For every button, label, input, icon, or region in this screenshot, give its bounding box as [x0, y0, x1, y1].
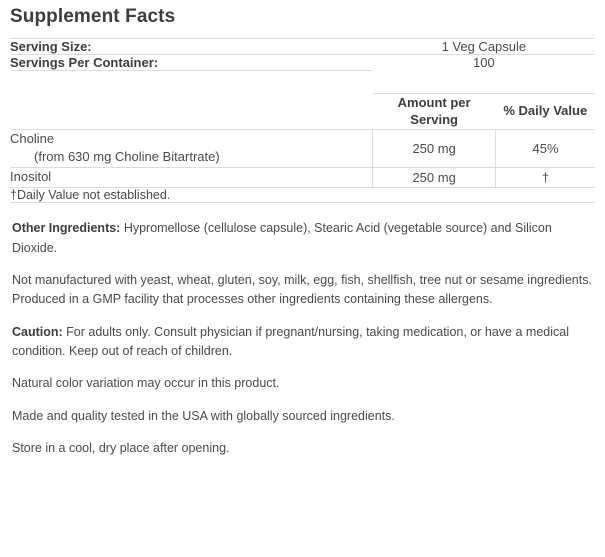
spacer-cell [10, 71, 373, 94]
caution-label: Caution: [12, 324, 63, 339]
table-spacer [10, 71, 595, 94]
footnote-row [10, 188, 595, 203]
serving-size-label: Serving Size: [10, 39, 373, 55]
servings-per-container-value: 100 [373, 55, 595, 71]
color-variation-text: Natural color variation may occur in this product. [12, 376, 280, 391]
nutrient-amount: 250 mg [373, 168, 496, 188]
servings-per-container-label: Servings Per Container: [10, 55, 373, 71]
nutrient-daily-value: 45% [532, 140, 559, 156]
caution-paragraph [10, 310, 595, 362]
spacer-cell [496, 71, 595, 94]
nutrient-source: (from 630 mg Choline Bitartrate) [34, 149, 220, 165]
header-daily-value: % Daily Value [496, 93, 595, 129]
nutrient-daily-value: † [496, 168, 595, 188]
nutrient-name: Choline [10, 130, 55, 146]
storage-text: Store in a cool, dry place after opening. [12, 441, 230, 456]
storage-paragraph [10, 426, 595, 458]
nutrient-row-inositol [10, 168, 595, 188]
other-ingredients-text: Hypromellose (cellulose capsule), Stearic Acid (vegetable source) and Silicon Dioxide. [12, 221, 552, 255]
made-in-usa-text: Made and quality tested in the USA with globally sourced ingredients. [12, 408, 395, 423]
allergen-statement-paragraph [10, 258, 595, 310]
daily-value-footnote: †Daily Value not established. [10, 188, 595, 203]
header-amount-per-serving [373, 93, 496, 129]
header-amount-line1: Amount per [397, 94, 471, 110]
page-title: Supplement Facts [10, 6, 176, 27]
nutrient-name: Inositol [10, 169, 52, 185]
header-amount-line2: Serving [410, 112, 458, 128]
serving-size-value: 1 Veg Capsule [373, 39, 595, 55]
supplement-facts-table [10, 38, 595, 203]
table-header-row [10, 93, 595, 129]
made-in-usa-paragraph [10, 394, 595, 426]
table-row [10, 39, 595, 55]
color-variation-paragraph [10, 361, 595, 393]
allergen-statement-text: Not manufactured with yeast, wheat, gluten, soy, milk, egg, fish, shellfish, tree nut or sesame ingredients. Produced in a GMP facility that processes other ingredients containing these allergens. [12, 272, 592, 307]
nutrient-amount: 250 mg [373, 129, 496, 168]
table-row [10, 55, 595, 71]
other-ingredients-label: Other Ingredients: [12, 221, 121, 236]
header-blank-cell [10, 93, 373, 129]
spacer-cell [373, 71, 496, 94]
nutrient-name-cell [10, 129, 373, 168]
other-ingredients-paragraph [10, 203, 595, 258]
caution-text: For adults only. Consult physician if pregnant/nursing, taking medication, or have a medical condition. Keep out of reach of children. [12, 324, 569, 358]
nutrient-name-cell [10, 168, 373, 188]
nutrient-row-choline [10, 129, 595, 168]
